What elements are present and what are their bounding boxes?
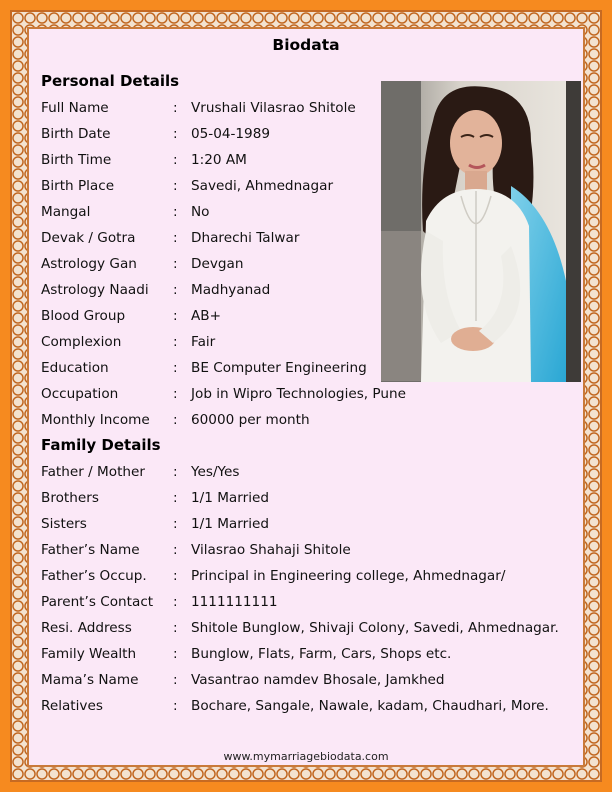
separator: : <box>173 672 178 688</box>
biodata-sheet <box>27 27 585 767</box>
detail-label: Father’s Name <box>41 542 140 558</box>
detail-label: Complexion <box>41 334 122 350</box>
detail-value: Vrushali Vilasrao Shitole <box>191 100 356 116</box>
separator: : <box>173 698 178 714</box>
detail-value: 60000 per month <box>191 412 310 428</box>
detail-label: Sisters <box>41 516 87 532</box>
detail-value: AB+ <box>191 308 222 324</box>
separator: : <box>173 230 178 246</box>
profile-photo <box>381 81 581 382</box>
separator: : <box>173 308 178 324</box>
detail-label: Monthly Income <box>41 412 150 428</box>
separator: : <box>173 646 178 662</box>
detail-value: Madhyanad <box>191 282 271 298</box>
detail-value: Vilasrao Shahaji Shitole <box>191 542 351 558</box>
separator: : <box>173 386 178 402</box>
separator: : <box>173 412 178 428</box>
detail-label: Astrology Naadi <box>41 282 149 298</box>
separator: : <box>173 568 178 584</box>
detail-label: Astrology Gan <box>41 256 137 272</box>
detail-label: Occupation <box>41 386 119 402</box>
detail-label: Devak / Gotra <box>41 230 136 246</box>
separator: : <box>173 256 178 272</box>
website-footer: www.mymarriagebiodata.com <box>223 750 389 763</box>
detail-label: Father / Mother <box>41 464 145 480</box>
separator: : <box>173 152 178 168</box>
detail-value: 1/1 Married <box>191 516 269 532</box>
detail-value: Shitole Bunglow, Shivaji Colony, Savedi, Ahmednagar. <box>191 620 559 636</box>
separator: : <box>173 516 178 532</box>
detail-value: Job in Wipro Technologies, Pune <box>191 386 406 402</box>
separator: : <box>173 178 178 194</box>
separator: : <box>173 464 178 480</box>
detail-label: Mama’s Name <box>41 672 139 688</box>
separator: : <box>173 282 178 298</box>
detail-label: Birth Place <box>41 178 115 194</box>
separator: : <box>173 126 178 142</box>
detail-label: Education <box>41 360 109 376</box>
detail-value: 1/1 Married <box>191 490 269 506</box>
family-details-heading: Family Details <box>41 436 161 454</box>
detail-value: Savedi, Ahmednagar <box>191 178 334 194</box>
detail-value: No <box>191 204 210 220</box>
detail-value: Vasantrao namdev Bhosale, Jamkhed <box>191 672 445 688</box>
detail-value: Fair <box>191 334 216 350</box>
detail-label: Resi. Address <box>41 620 132 636</box>
detail-label: Parent’s Contact <box>41 594 154 610</box>
detail-label: Birth Time <box>41 152 112 168</box>
detail-label: Family Wealth <box>41 646 137 662</box>
profile-photo-illustration <box>381 81 581 382</box>
separator: : <box>173 620 178 636</box>
detail-value: 05-04-1989 <box>191 126 271 142</box>
separator: : <box>173 360 178 376</box>
detail-label: Birth Date <box>41 126 111 142</box>
personal-details-heading: Personal Details <box>41 72 180 90</box>
separator: : <box>173 204 178 220</box>
detail-label: Father’s Occup. <box>41 568 147 584</box>
detail-label: Mangal <box>41 204 91 220</box>
separator: : <box>173 542 178 558</box>
detail-value: 1111111111 <box>191 594 278 610</box>
separator: : <box>173 100 178 116</box>
page-title: Biodata <box>272 36 340 54</box>
detail-value: Principal in Engineering college, Ahmednagar/ <box>191 568 506 584</box>
detail-value: 1:20 AM <box>191 152 247 168</box>
detail-value: Dharechi Talwar <box>191 230 300 246</box>
detail-value: Bunglow, Flats, Farm, Cars, Shops etc. <box>191 646 452 662</box>
separator: : <box>173 594 178 610</box>
detail-value: Bochare, Sangale, Nawale, kadam, Chaudhari, More. <box>191 698 549 714</box>
detail-value: BE Computer Engineering <box>191 360 367 376</box>
detail-value: Devgan <box>191 256 244 272</box>
detail-label: Blood Group <box>41 308 126 324</box>
detail-label: Brothers <box>41 490 99 506</box>
detail-label: Relatives <box>41 698 103 714</box>
separator: : <box>173 334 178 350</box>
separator: : <box>173 490 178 506</box>
detail-value: Yes/Yes <box>191 464 240 480</box>
detail-label: Full Name <box>41 100 109 116</box>
